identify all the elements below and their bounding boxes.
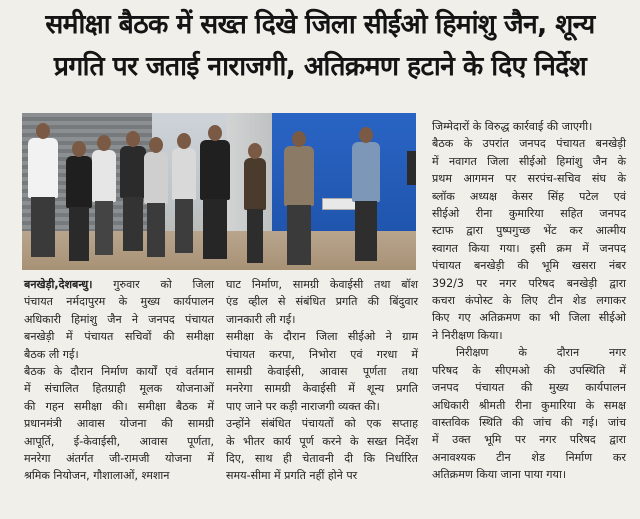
article-photo: [22, 113, 416, 270]
person-legs: [31, 197, 55, 257]
col2-line: सामग्री केवाईसी, आवास पूर्णता तथा: [226, 365, 418, 379]
col3-line: स्टाफ द्वारा पुष्पगुच्छ भेंट कर आत्मीय: [432, 224, 626, 238]
col1-line: बैठक ली गई।: [24, 347, 79, 361]
col1-line: बैठक के दौरान निर्माण कार्यों एवं वर्तमान: [24, 365, 214, 379]
col1-line: अधिकारी हिमांशु जैन ने जनपद पंचायत: [24, 312, 214, 326]
person-head: [72, 141, 86, 157]
col3-line: 392/3 पर नगर परिषद बनखेड़ी द्वारा: [432, 276, 626, 290]
person-head: [208, 125, 222, 141]
person-head: [359, 127, 373, 143]
person-legs: [175, 199, 193, 253]
col1-line: गुरुवार को जिला: [113, 278, 215, 291]
col3-line: पंचायत बनखेड़ी की भूमि खसरा नंबर: [432, 259, 626, 273]
col2-body: [226, 276, 418, 485]
dateline: बनखेड़ी,देशबन्धु।: [24, 278, 93, 291]
col3-line: में उक्त भूमि पर नगर परिषद द्वारा: [432, 433, 626, 447]
col3-line: अतिक्रमण किया जाना पाया गया।: [432, 468, 567, 482]
col1-line: श्रमिक नियोजन, गौशालाओं, श्मशान: [24, 469, 170, 483]
person-body: [144, 152, 168, 204]
col1-line: में संचालित हितग्राही मूलक योजनाओं: [24, 382, 214, 396]
person-legs: [147, 203, 165, 257]
col2-line: एंड व्हील से संबंधित प्रगति की बिंदुवार: [226, 295, 418, 309]
person-body: [284, 146, 314, 206]
col3-line: कचरा कंपोस्ट के लिए टीन शेड लगाकर: [432, 294, 626, 308]
person-legs: [287, 205, 311, 265]
col2-line: जानकारी ली गई।: [226, 312, 296, 326]
col3-line: निरीक्षण के दौरान नगर: [456, 346, 626, 360]
headline: [6, 4, 634, 88]
col1-line: प्रधानमंत्री आवास योजना की सामग्री: [24, 417, 214, 431]
person-head: [126, 131, 140, 147]
col2-line: घाट निर्माण, सामग्री केवाईसी तथा बॉश: [226, 278, 418, 291]
col1-line: पंचायत नर्मदापुरम के मुख्य कार्यपालन: [24, 295, 214, 309]
person-head: [36, 123, 50, 139]
col2-line: दिए, साथ ही चेतावनी दी कि निर्धारित: [226, 452, 418, 466]
col1-line: बनखेड़ी में पंचायत सचिवों की समीक्षा: [24, 330, 214, 344]
person-body: [244, 158, 266, 210]
col3-line: अनावश्यक टीन शेड निर्माण कर: [432, 450, 626, 464]
person-head: [177, 133, 191, 149]
headline-line-1: समीक्षा बैठक में सख्त दिखे जिला सीईओ हिमांशु जैन, शून्य: [45, 9, 595, 40]
col3-line: ब्लॉक अध्यक्ष केसर सिंह पटेल एवं: [432, 189, 626, 203]
person-body: [352, 142, 380, 202]
col2-line: उन्होंने संबंधित पंचायतों को एक सप्ताह: [226, 417, 418, 431]
person-legs: [95, 201, 113, 255]
col3-line: स्वागत किया गया। इसी क्रम में जनपद: [432, 241, 626, 255]
col3-line: ने निरीक्षण किया।: [432, 328, 503, 342]
col3-line: किए गए अतिक्रमण का भी जिला सीईओ: [432, 311, 626, 325]
col3-line: वास्तविक स्थिति की जांच की गई। जांच: [432, 415, 626, 429]
person-head: [149, 137, 163, 153]
col3-line: सीईओ रीना कुमारिया सहित जनपद: [432, 207, 626, 221]
col3-line: अधिकारी श्रीमती रीना कुमारिया के समक्ष: [432, 398, 626, 412]
person-body: [120, 146, 146, 198]
person-body: [66, 156, 92, 208]
col3-body: [432, 118, 626, 484]
col3-line: जनपद पंचायत की मुख्य कार्यपालन: [432, 381, 626, 395]
article-column-2: [226, 276, 418, 485]
person-body: [200, 140, 230, 200]
person-head: [292, 131, 306, 147]
person-legs: [203, 199, 227, 259]
article-column-1: [24, 276, 214, 485]
col1-line: की गहन समीक्षा की। समीक्षा बैठक में: [24, 399, 214, 413]
col3-line: बैठक के उपरांत जनपद पंचायत बनखेड़ी: [432, 137, 626, 151]
person-head: [248, 143, 262, 159]
col2-line: के भीतर कार्य पूर्ण करने के सख्त निर्देश: [226, 434, 418, 448]
person-legs: [247, 209, 263, 263]
col3-line: परिषद के सीएमओ की उपस्थिति में: [432, 363, 626, 377]
col2-line: पंचायत करपा, निभोरा एवं गरधा में: [226, 347, 418, 361]
person-legs: [69, 207, 89, 261]
col1-line: आपूर्ति, ई-केवाईसी, आवास पूर्णता,: [24, 434, 214, 448]
person-legs: [355, 201, 377, 261]
person-body: [172, 148, 196, 200]
col1-body: [24, 293, 214, 484]
person-head: [97, 135, 111, 151]
article-column-3: [432, 118, 626, 484]
col2-line: समीक्षा के दौरान जिला सीईओ ने ग्राम: [226, 330, 418, 344]
col2-line: पाए जाने पर कड़ी नाराजगी व्यक्त की।: [226, 399, 380, 413]
col2-line: मनरेगा सामग्री केवाईसी में शून्य प्रगति: [226, 382, 418, 396]
person-legs: [123, 197, 143, 251]
col3-line: प्रथम आगमन पर सरपंच-सचिव संघ के: [432, 172, 626, 186]
headline-line-2: प्रगति पर जताई नाराजगी, अतिक्रमण हटाने के दिए निर्देश: [53, 51, 587, 82]
photo-sign: [407, 151, 416, 185]
person-body: [92, 150, 116, 202]
col1-line: मनरेगा अंतर्गत जी-रामजी योजना में: [24, 452, 214, 466]
col3-line: में नवागत जिला सीईओ हिमांशु जैन के: [432, 154, 626, 168]
col2-line: समय-सीमा में प्रगति नहीं होने पर: [226, 469, 358, 483]
col3-line: जिम्मेदारों के विरुद्ध कार्रवाई की जाएगी।: [432, 120, 593, 133]
person-body: [28, 138, 58, 198]
